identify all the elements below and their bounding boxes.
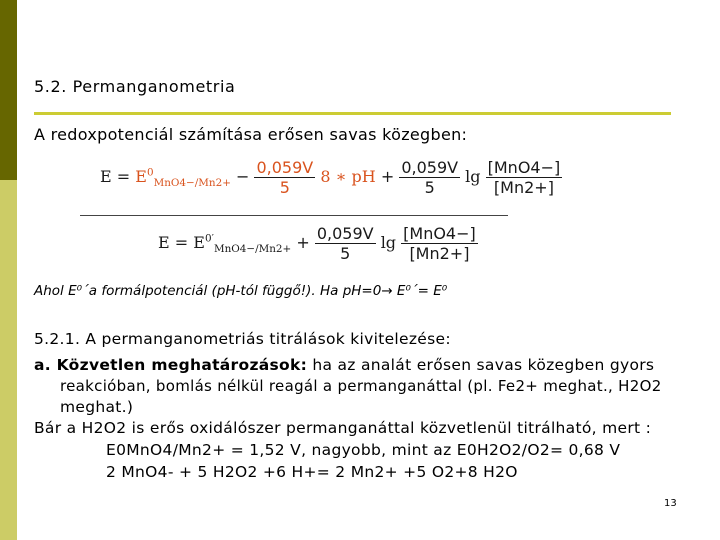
eq2-e0: $E^{0'}_{MnO4-/Mn2+}$ — [193, 232, 292, 256]
eq1-frac1: $\frac{0,059V}{5}$ — [256, 158, 314, 197]
slide-subtitle: A redoxpotenciál számítása erősen savas közegben: — [34, 125, 468, 144]
eq1-ph-factor: 8 ∗ pH — [320, 167, 376, 186]
eq1-lhs: E = — [100, 167, 131, 186]
eq2-ratio: $\frac{\text{[MnO4−]}}{[Mn2+]}$ — [403, 224, 476, 263]
line-a1-rest: ha az analát erősen savas közegben gyors — [307, 356, 655, 374]
line-a2: reakcióban, bomlás nélkül reagál a permanganáttal (pl. Fe2+ meghat., H2O2 — [60, 377, 662, 395]
section-heading: 5.2.1. A permanganometriás titrálások kivitelezése: — [34, 330, 451, 348]
eq2-frac: $\frac{0,059V}{5}$ — [316, 224, 374, 263]
line-b2: E0MnO4/Mn2+ = 1,52 V, nagyobb, mint az E0H2O2/O2= 0,68 V — [106, 441, 621, 459]
equation-separator — [80, 215, 508, 216]
eq2-log: lg — [380, 233, 397, 252]
page-number: 13 — [664, 498, 677, 509]
slide-title: 5.2. Permanganometria — [34, 77, 236, 96]
eq2-lhs: E = — [158, 233, 189, 252]
line-a1 — [34, 356, 654, 374]
equation-formal-potential: $E = E^{0'}_{MnO4-/Mn2+}$ + $\frac{0,059V}{5}$ lg $\frac{\text{[MnO4−]}}{[Mn2+]}$ — [158, 224, 476, 263]
formal-potential-note: Ahol E⁰´a formálpotenciál (pH-tól függő!). Ha pH=0→ E⁰´= E⁰ — [34, 283, 448, 299]
sidebar-dark-bar — [0, 0, 17, 180]
line-a1-bold: a. Közvetlen meghatározások: — [34, 356, 308, 374]
eq1-log: lg — [465, 167, 481, 186]
eq1-e0: $E^0_{MnO4-/Mn2+}$ — [135, 166, 231, 190]
eq1-ratio: $\frac{\text{[MnO4−]}}{[Mn2+]}$ — [487, 158, 561, 197]
line-a3: meghat.) — [60, 398, 134, 416]
equation-nernst-full: $E = E^0_{MnO4-/Mn2+}$ − $\frac{0,059V}{5}$ 8 ∗ pH + $\frac{0,059V}{5}$ lg $\frac{\text{[MnO4−]}}{[Mn2+]}$ — [100, 158, 561, 197]
sidebar-light-bar — [0, 180, 17, 540]
line-b3: 2 MnO4- + 5 H2O2 +6 H+= 2 Mn2+ +5 O2+8 H2O — [106, 463, 518, 481]
title-rule — [34, 112, 671, 115]
line-b1: Bár a H2O2 is erős oxidálószer permanganáttal közvetlenül titrálható, mert : — [34, 419, 652, 437]
eq1-frac2: $\frac{0,059V}{5}$ — [401, 158, 459, 197]
